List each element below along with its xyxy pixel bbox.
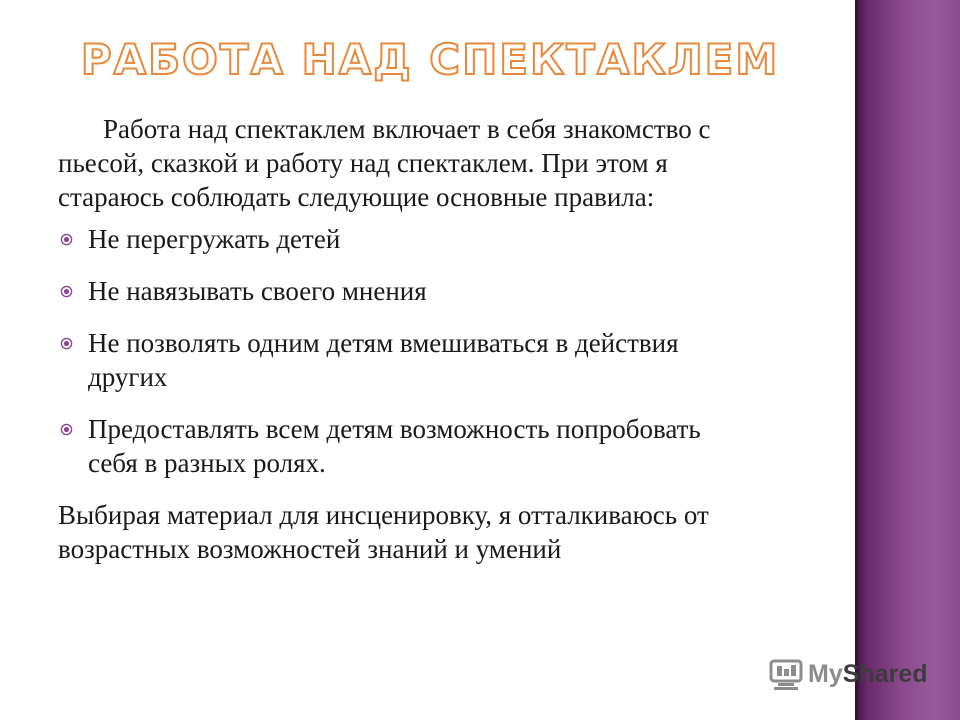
list-item-text: Не навязывать своего мнения	[88, 276, 427, 306]
list-item	[58, 412, 738, 480]
list-item-text: Не перегружать детей	[88, 224, 341, 254]
list-item	[58, 326, 738, 394]
bullet-circle-icon	[60, 285, 73, 298]
list-item-text: Предоставлять всем детям возможность попробовать себя в разных ролях.	[88, 414, 701, 478]
watermark-text	[808, 660, 928, 689]
watermark-brand-my: My	[808, 659, 843, 688]
bullet-circle-icon	[60, 423, 73, 436]
slide-body	[58, 112, 738, 566]
list-item	[58, 274, 738, 308]
side-bar-edge	[855, 0, 861, 720]
watermark-brand-shared: Shared	[842, 659, 928, 688]
list-item-text: Не позволять одним детям вмешиваться в действия других	[88, 328, 679, 392]
side-decorative-bar	[855, 0, 960, 720]
myshared-logo-icon	[768, 657, 804, 691]
intro-paragraph: Работа над спектаклем включает в себя знакомство с пьесой, сказкой и работу над спектаклем. При этом я стараюсь соблюдать следующие основные правила:	[58, 114, 711, 212]
bullet-circle-icon	[60, 233, 73, 246]
slide-title: РАБОТА НАД СПЕКТАКЛЕМ	[80, 35, 780, 84]
list-item	[58, 222, 738, 256]
rules-list	[58, 222, 738, 480]
closing-paragraph: Выбирая материал для инсценировку, я отталкиваюсь от возрастных возможностей знаний и умений	[58, 500, 709, 564]
myshared-watermark[interactable]	[768, 656, 928, 692]
bullet-circle-icon	[60, 337, 73, 350]
